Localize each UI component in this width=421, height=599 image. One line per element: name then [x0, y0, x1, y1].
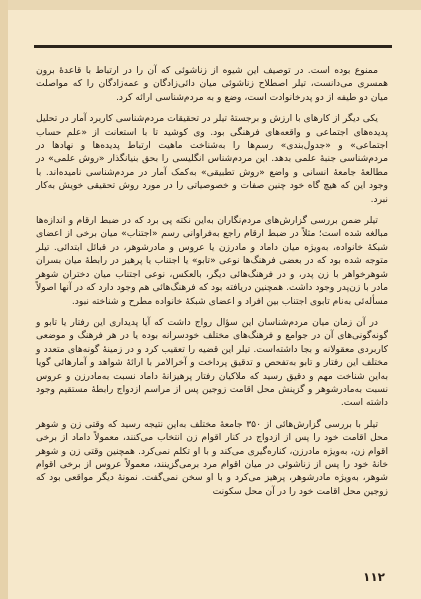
- page-number: ۱۱۲: [363, 570, 385, 584]
- paragraph-4: در آن زمان میان مردم‌شناسان این سؤال رواج داشت که آیا پدیداری این رفتار یا تابو و گونه‌گونی‌های آن در جوامع و فرهنگ‌های مختلف خودسرانه بوده یا در هر فرهنگ و موضعی کاربردی معقولانه و بجا داشته‌است. تیلر این قضیه را تعقیب کرد و در زمینهٔ گونه‌های متعدد و مختلف این رفتار و تابو به‌تفحص و تدقیق پرداخت و آخرالامر با ارائهٔ شواهد و آمارهائی گویا به‌این شناخت مهم و دقیق رسید که ملاکیان رفتار پرهیزانهٔ داماد نسبت به‌مادرزن و عروس نسبت به‌مادرشوهر و گزینش محل اقامت زوجین پس از مراسم ازدواج رابطهٔ مستقیم وجود داشته است.: [36, 316, 388, 409]
- header-rule: [34, 45, 392, 48]
- scan-edge-left: [0, 0, 8, 599]
- scan-edge-top: [0, 0, 421, 10]
- body-text: [36, 64, 388, 506]
- paragraph-1: ممنوع بوده است. در توصیف این شیوه از زناشوئی که آن را در ارتباط با قاعدهٔ برون همسری می‌دانست، تیلر اصطلاح زناشوئی میان دائی‌زادگان و عمه‌زادگان را که مواصلت میان دو طیفه از دو پدرخانوادت است، وضع و به مردم‌شناسی ارائه کرد.: [36, 65, 388, 103]
- paragraph-5: تیلر با بررسی گزارش‌هائی از ۳۵۰ جامعهٔ مختلف به‌این نتیجه رسید که وقتی زن و شوهر محل اقامت خود را پس از ازدواج در کنار اقوام زن انتخاب می‌کنند، معمولاً داماد از برخی اقوام زن، به‌ویژه مادرزن، کناره‌گیری می‌کند و با او تکلم نمی‌کرد. همچنین وقتی زن و شوهر خانهٔ خود را پس از زناشوئی در میان اقوام مرد برمی‌گزینند، معمولاً عروس از برخی اقوام شوهر، به‌ویژه مادرشوهر، پرهیز می‌کرد و با او سخن نمی‌گفت. نمونهٔ دیگر مواقعی بود که زوجین محل اقامت خود را در آن محل سکونت: [36, 418, 388, 497]
- paragraph-2: یکی دیگر از کارهای با ارزش و برجستهٔ تیلر در تحقیقات مردم‌شناسی کاربرد آمار در تحلیل پدیده‌های اجتماعی و واقعه‌های فرهنگی بود. وی کوشید تا با استعانت از «علم حساب اجتماعی» و «جدول‌بندی» رسم‌ها را به‌شناخت ماهیت ارتباط پدیده‌ها و نهادها در مردم‌شناسی جنبهٔ علمی بدهد. این مردم‌شناس انگلیسی را بحق بنیانگذار «روش علمی» در مطالعهٔ جامعهٔ انسانی و واضع «روش تطبیقی» به‌کمک آمار در مردم‌شناسی نامیده‌اند. با وجود این که هیچ گاه خود چنین صفات و خصوصیاتی را در مورد روش تحقیقی خویش به‌کار نبرد.: [36, 113, 388, 205]
- paragraph-3: تیلر ضمن بررسی گزارش‌های مردم‌نگاران به‌این نکته پی برد که در ضبط ارقام و اندازه‌ها مبالغه شده است؛ مثلاً در ضبط ارقام راجع به‌فراوانی رسم «اجتناب» میان برخی از اعضای شبکهٔ خانواده، به‌ویژه میان داماد و مادرزن یا عروس و مادرشوهر، در قبائل ابتدائی. تیلر متوجه شده بود که در بعضی فرهنگ‌ها نوعی «تابو» یا اجتناب یا پرهیز در رابطهٔ میان بسران شوهرخواهر با زن پدر، و در فرهنگ‌هائی دیگر، بالعکس، نوعی اجتناب میان دختران شوهر مادر با زن‌پدر وجود داشت. همچنین دریافته بود که فرهنگ‌هائی هم وجود دارد که در آنها اصولاً مسأله‌ئی به‌نام تابوی اجتناب بین افراد و اعضای شبکهٔ خانواده مطرح و شناخته نبود.: [36, 215, 388, 307]
